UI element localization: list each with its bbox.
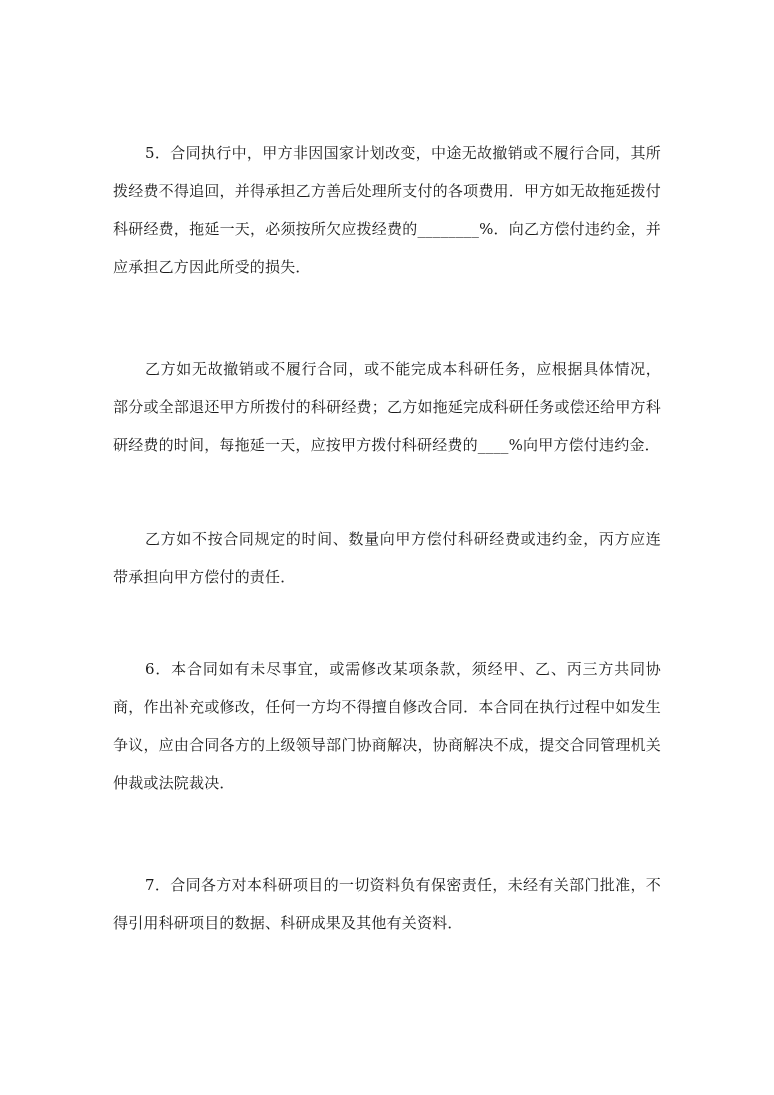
clause-7-paragraph: 7．合同各方对本科研项目的一切资料负有保密责任，未经有关部门批准，不得引用科研项目的数据、科研成果及其他有关资料． [113, 876, 661, 932]
clause-5-paragraph: 5．合同执行中，甲方非因国家计划改变，中途无故撤销或不履行合同，其所拨经费不得追回，并得承担乙方善后处理所支付的各项费用．甲方如无故拖延拨付科研经费，拖延一天，必须按所欠应拨经费的________%．向乙方偿付违约金，并应承担乙方因此所受的损失． [113, 144, 661, 276]
party-c-liability-paragraph: 乙方如不按合同规定的时间、数量向甲方偿付科研经费或违约金，丙方应连带承担向甲方偿付的责任． [113, 530, 661, 586]
party-b-breach-paragraph: 乙方如无故撤销或不履行合同，或不能完成本科研任务，应根据具体情况，部分或全部退还甲方所拨付的科研经费；乙方如拖延完成科研任务或偿还给甲方科研经费的时间，每拖延一天，应按甲方拨付科研经费的____%向甲方偿付违约金． [113, 360, 661, 454]
clause-6-paragraph: 6．本合同如有未尽事宜，或需修改某项条款，须经甲、乙、丙三方共同协商，作出补充或修改，任何一方均不得擅自修改合同．本合同在执行过程中如发生争议，应由合同各方的上级领导部门协商解决，协商解决不成，提交合同管理机关仲裁或法院裁决． [113, 660, 661, 792]
